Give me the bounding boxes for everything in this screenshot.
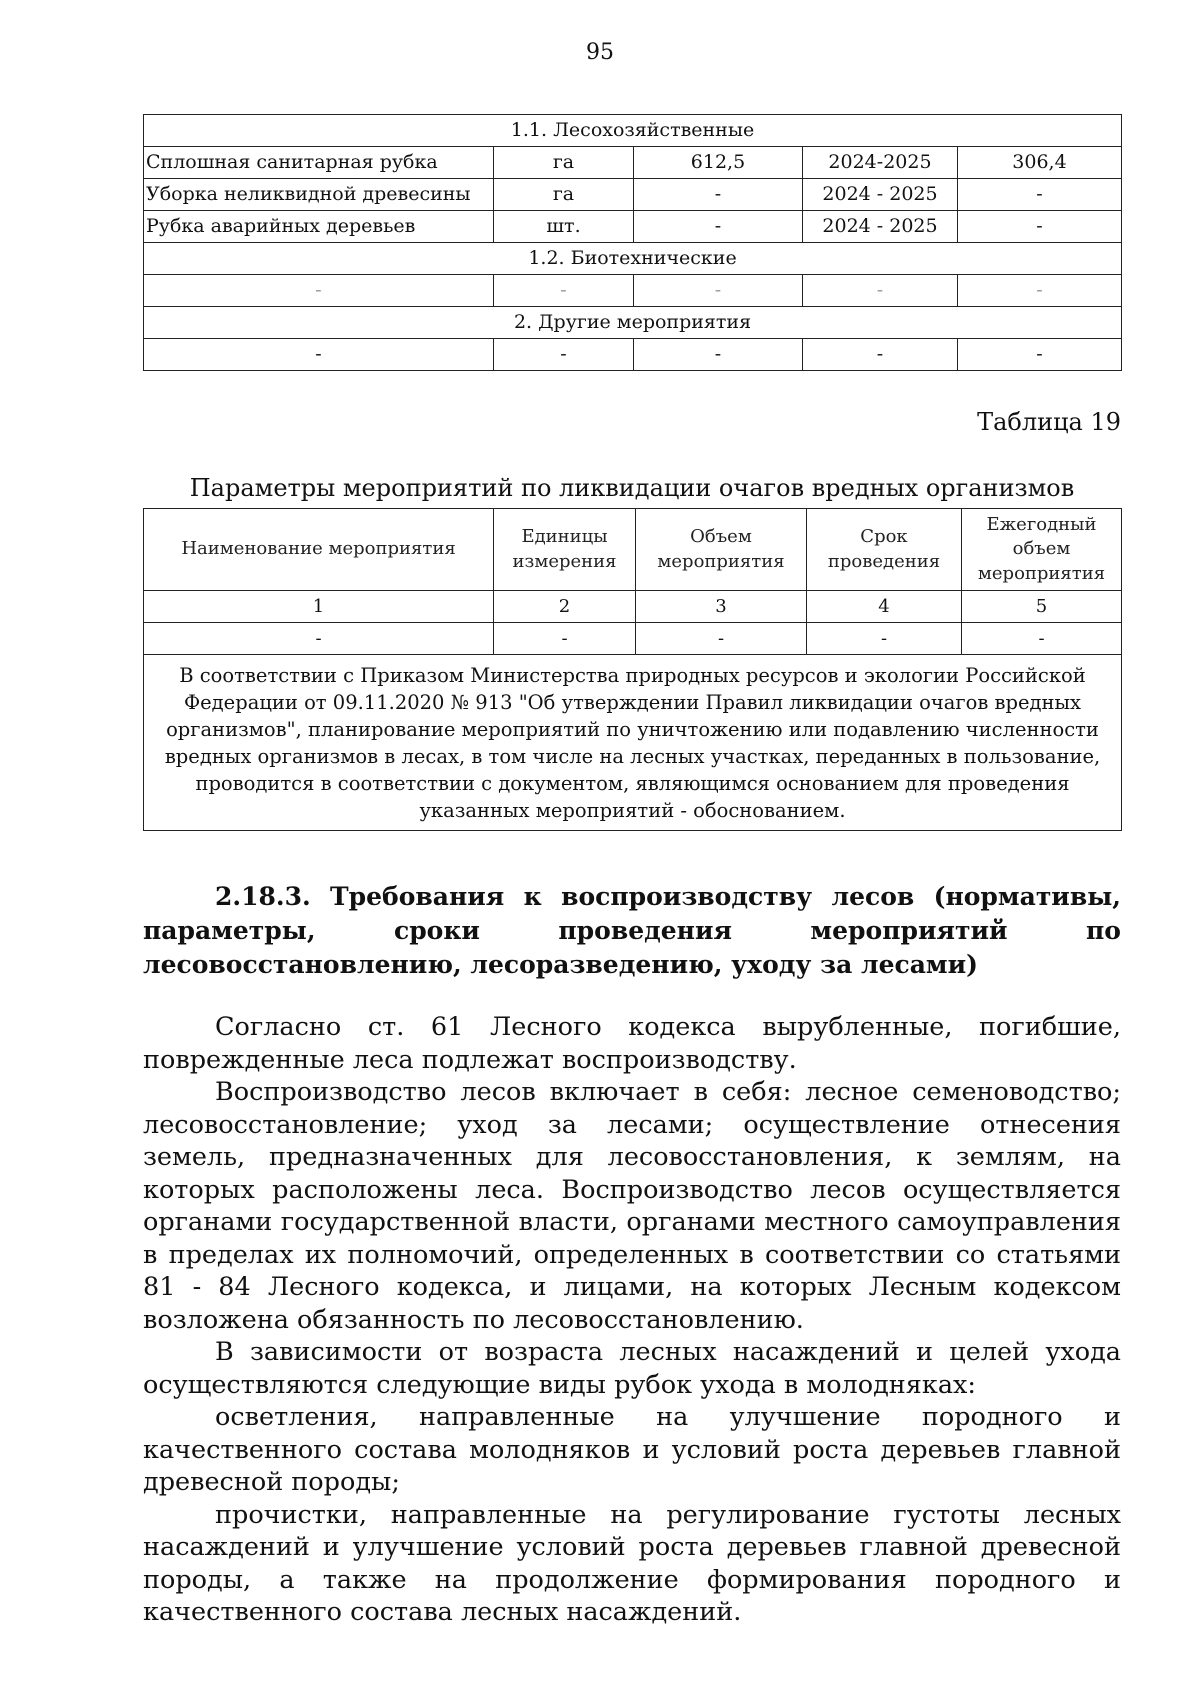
table-cell: - (958, 339, 1122, 371)
activities-table (143, 114, 1122, 371)
column-header: Наименование мероприятия (144, 509, 494, 591)
table-section-row (144, 115, 1122, 147)
table-cell: - (494, 339, 634, 371)
table-cell: - (958, 275, 1122, 307)
section-title: 1.2. Биотехнические (144, 243, 1122, 275)
table-cell: - (634, 211, 803, 243)
table-cell: - (144, 275, 494, 307)
column-number: 3 (636, 591, 807, 623)
paragraph: прочистки, направленные на регулирование густоты лесных насаждений и улучшение условий роста деревьев главной древесной породы, а также на продолжение формирования породного и качественного состава лесных насаждений. (143, 1499, 1121, 1627)
section-title: 1.1. Лесохозяйственные (144, 115, 1122, 147)
table-cell: Рубка аварийных деревьев (144, 211, 494, 243)
table-title: Параметры мероприятий по ликвидации очагов вредных организмов (189, 474, 1075, 502)
table-cell: Уборка неликвидной древесины (144, 179, 494, 211)
section-title: 2. Другие мероприятия (144, 307, 1122, 339)
paragraph: Согласно ст. 61 Лесного кодекса вырубленные, погибшие, поврежденные леса подлежат воспроизводству. (143, 1012, 1121, 1075)
page-number: 95 (586, 40, 614, 65)
table-cell: - (634, 339, 803, 371)
column-header: Единицы измерения (494, 509, 636, 591)
column-header: Объем мероприятия (636, 509, 807, 591)
table-cell: 306,4 (958, 147, 1122, 179)
table-section-row (144, 307, 1122, 339)
column-header: Ежегодный объем мероприятия (962, 509, 1122, 591)
column-number: 2 (494, 591, 636, 623)
paragraph: В зависимости от возраста лесных насаждений и целей ухода осуществляются следующие виды рубок ухода в молодняках: (143, 1337, 1121, 1400)
table-cell: - (144, 339, 494, 371)
table-cell: га (494, 179, 634, 211)
table-cell: 2024 - 2025 (803, 211, 958, 243)
table-row (144, 147, 1122, 179)
table-cell: га (494, 147, 634, 179)
table-label: Таблица 19 (977, 408, 1121, 436)
table-cell: - (962, 623, 1122, 655)
body-text (143, 1011, 1121, 1629)
table-row (144, 211, 1122, 243)
pest-control-table (143, 508, 1122, 831)
table-cell: - (803, 339, 958, 371)
table-note-row (144, 655, 1122, 831)
table-cell: Сплошная санитарная рубка (144, 147, 494, 179)
table-row (144, 179, 1122, 211)
table-cell: - (144, 623, 494, 655)
table-cell: - (807, 623, 962, 655)
table-cell: - (634, 275, 803, 307)
column-header: Срок проведения (807, 509, 962, 591)
table-header-row (144, 509, 1122, 591)
table-cell: - (958, 179, 1122, 211)
table-cell: 2024-2025 (803, 147, 958, 179)
table-cell: - (634, 179, 803, 211)
table-cell: - (803, 275, 958, 307)
paragraph: осветления, направленные на улучшение породного и качественного состава молодняков и условий роста деревьев главной древесной породы; (143, 1402, 1121, 1497)
table-cell: - (958, 211, 1122, 243)
table-cell: - (494, 623, 636, 655)
column-number: 1 (144, 591, 494, 623)
table-row (144, 339, 1122, 371)
table-cell: 612,5 (634, 147, 803, 179)
table-row (144, 275, 1122, 307)
table-cell: - (636, 623, 807, 655)
table-cell: - (494, 275, 634, 307)
column-number: 4 (807, 591, 962, 623)
column-number: 5 (962, 591, 1122, 623)
table-section-row (144, 243, 1122, 275)
table-row (144, 623, 1122, 655)
table-cell: 2024 - 2025 (803, 179, 958, 211)
table-note: В соответствии с Приказом Министерства природных ресурсов и экологии Российской Федерации от 09.11.2020 № 913 "Об утверждении Правил ликвидации очагов вредных организмов", планирование мероприятий по уничтожению или подавлению численности вредных организмов в лесах, в том числе на лесных участках, переданных в пользование, проводится в соответствии с документом, являющимся основанием для проведения указанных мероприятий - обоснованием. (144, 655, 1122, 831)
section-heading: 2.18.3. Требования к воспроизводству лесов (нормативы, параметры, сроки проведения мероприятий по лесовосстановлению, лесоразведению, уходу за лесами) (143, 882, 1121, 979)
column-number-row (144, 591, 1122, 623)
table-cell: шт. (494, 211, 634, 243)
paragraph: Воспроизводство лесов включает в себя: лесное семеноводство; лесовосстановление; уход за лесами; осуществление отнесения земель, предназначенных для лесовосстановления, к землям, на которых расположены леса. Воспроизводство лесов осуществляется органами государственной власти, органами местного самоуправления в пределах их полномочий, определенных в соответствии со статьями 81 - 84 Лесного кодекса, и лицами, на которых Лесным кодексом возложена обязанность по лесовосстановлению. (143, 1077, 1121, 1335)
